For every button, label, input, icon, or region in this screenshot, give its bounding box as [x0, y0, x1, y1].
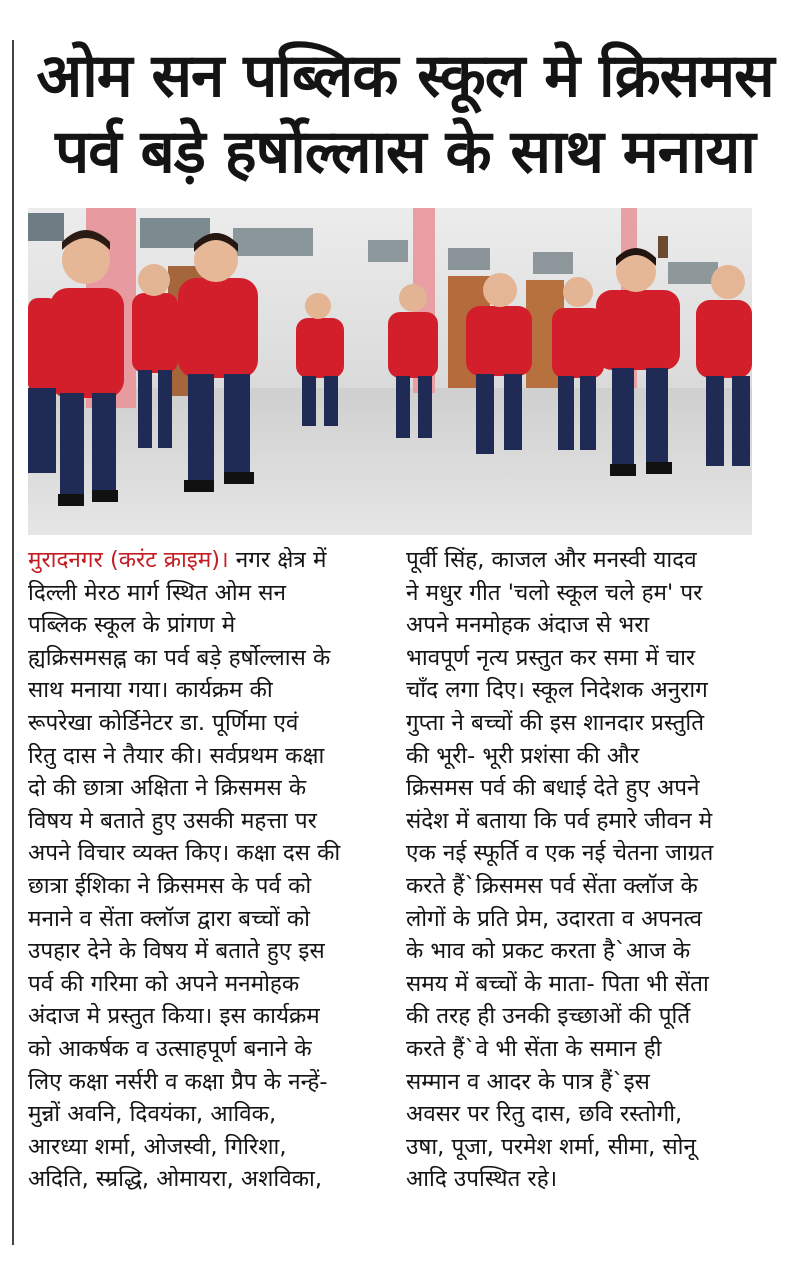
article-line: के भाव को प्रकट करता है`आज के [406, 938, 691, 965]
article-line: पर्व की गरिमा को अपने मनमोहक [28, 970, 300, 997]
article-line: संदेश में बताया कि पर्व हमारे जीवन मे [406, 807, 713, 834]
article-line: आदि उपस्थित रहे। [406, 1166, 558, 1193]
article-line: रितु दास ने तैयार की। सर्वप्रथम कक्षा [28, 742, 325, 769]
article-line: रूपरेखा कोर्डिनेटर डा. पूर्णिमा एवं [28, 709, 299, 736]
article-line: अदिति, स्म्रद्धि, ओमायरा, अशविका, [28, 1166, 323, 1193]
article-line: अपने मनमोहक अंदाज से भरा [406, 612, 650, 639]
article-line: छात्रा ईशिका ने क्रिसमस के पर्व को [28, 872, 312, 899]
headline-line-1: ओम सन पब्लिक स्कूल मे क्रिसमस [36, 41, 774, 111]
article-line: समय में बच्चों के माता- पिता भी सेंता [406, 970, 709, 997]
article-line: को आकर्षक व उत्साहपूर्ण बनाने के [28, 1035, 312, 1062]
article-line: मुन्नों अवनि, दिवयंका, आविक, [28, 1101, 277, 1128]
article-line: अंदाज मे प्रस्तुत किया। इस कार्यक्रम [28, 1003, 320, 1030]
dateline: मुरादनगर (करंट क्राइम)। [28, 547, 229, 573]
article-line: क्रिसमस पर्व की बधाई देते हुए अपने [406, 775, 700, 802]
article-line: मनाने व सेंता क्लॉज द्वारा बच्चों को [28, 905, 310, 932]
article-line: ने मधुर गीत 'चलो स्कूल चले हम' पर [406, 579, 703, 606]
article-line: एक नई स्फूर्ति व एक नई चेतना जाग्रत [406, 840, 714, 867]
article-line: अवसर पर रितु दास, छवि रस्तोगी, [406, 1101, 683, 1128]
article-line: दिल्ली मेरठ मार्ग स्थित ओम सन [28, 579, 286, 606]
article-line: करते हैं`क्रिसमस पर्व सेंता क्लॉज के [406, 872, 698, 899]
article-line: भावपूर्ण नृत्य प्रस्तुत कर समा में चार [406, 644, 696, 671]
article-line: चाँद लगा दिए। स्कूल निदेशक अनुराग [406, 677, 708, 704]
article-line: अपने विचार व्यक्त किए। कक्षा दस की [28, 840, 341, 867]
article-line: गुप्ता ने बच्चों की इस शानदार प्रस्तुति [406, 709, 705, 736]
article-line: उपहार देने के विषय में बताते हुए इस [28, 938, 325, 965]
article-line: लोगों के प्रति प्रेम, उदारता व अपनत्व [406, 905, 703, 932]
article-line: पब्लिक स्कूल के प्रांगण मे [28, 612, 236, 639]
child-2 [28, 298, 58, 473]
article-line: साथ मनाया गया। कार्यक्रम की [28, 677, 273, 704]
article-line [28, 544, 398, 577]
article-line: सम्मान व आदर के पात्र हैं`इस [406, 1068, 650, 1095]
article-text: नगर क्षेत्र में [228, 547, 327, 573]
article-line: ह्यक्रिसमसह्न का पर्व बड़े हर्षोल्लास के [28, 644, 331, 671]
article-line: लिए कक्षा नर्सरी व कक्षा प्रैप के नन्हें- [28, 1068, 328, 1095]
article-line: की भूरी- भूरी प्रशंसा की और [406, 742, 640, 769]
headline [20, 38, 790, 190]
article-line: दो की छात्रा अक्षिता ने क्रिसमस के [28, 775, 307, 802]
headline-line-2: पर्व बड़े हर्षोल्लास के साथ मनाया [55, 117, 755, 187]
article-line: करते हैं`वे भी सेंता के समान ही [406, 1035, 662, 1062]
article-line: आरध्या शर्मा, ओजस्वी, गिरिशा, [28, 1133, 287, 1160]
article-line: पूर्वी सिंह, काजल और मनस्वी यादव [406, 547, 697, 573]
article-line: विषय मे बताते हुए उसकी महत्ता पर [28, 807, 317, 834]
article-line: उषा, पूजा, परमेश शर्मा, सीमा, सोनू [406, 1133, 696, 1160]
article-line: की तरह ही उनकी इच्छाओं की पूर्ति [406, 1003, 691, 1030]
column-rule [12, 40, 14, 1245]
article-column-right [406, 544, 786, 1196]
article-column-left [28, 544, 398, 1196]
article-photo [28, 208, 752, 535]
